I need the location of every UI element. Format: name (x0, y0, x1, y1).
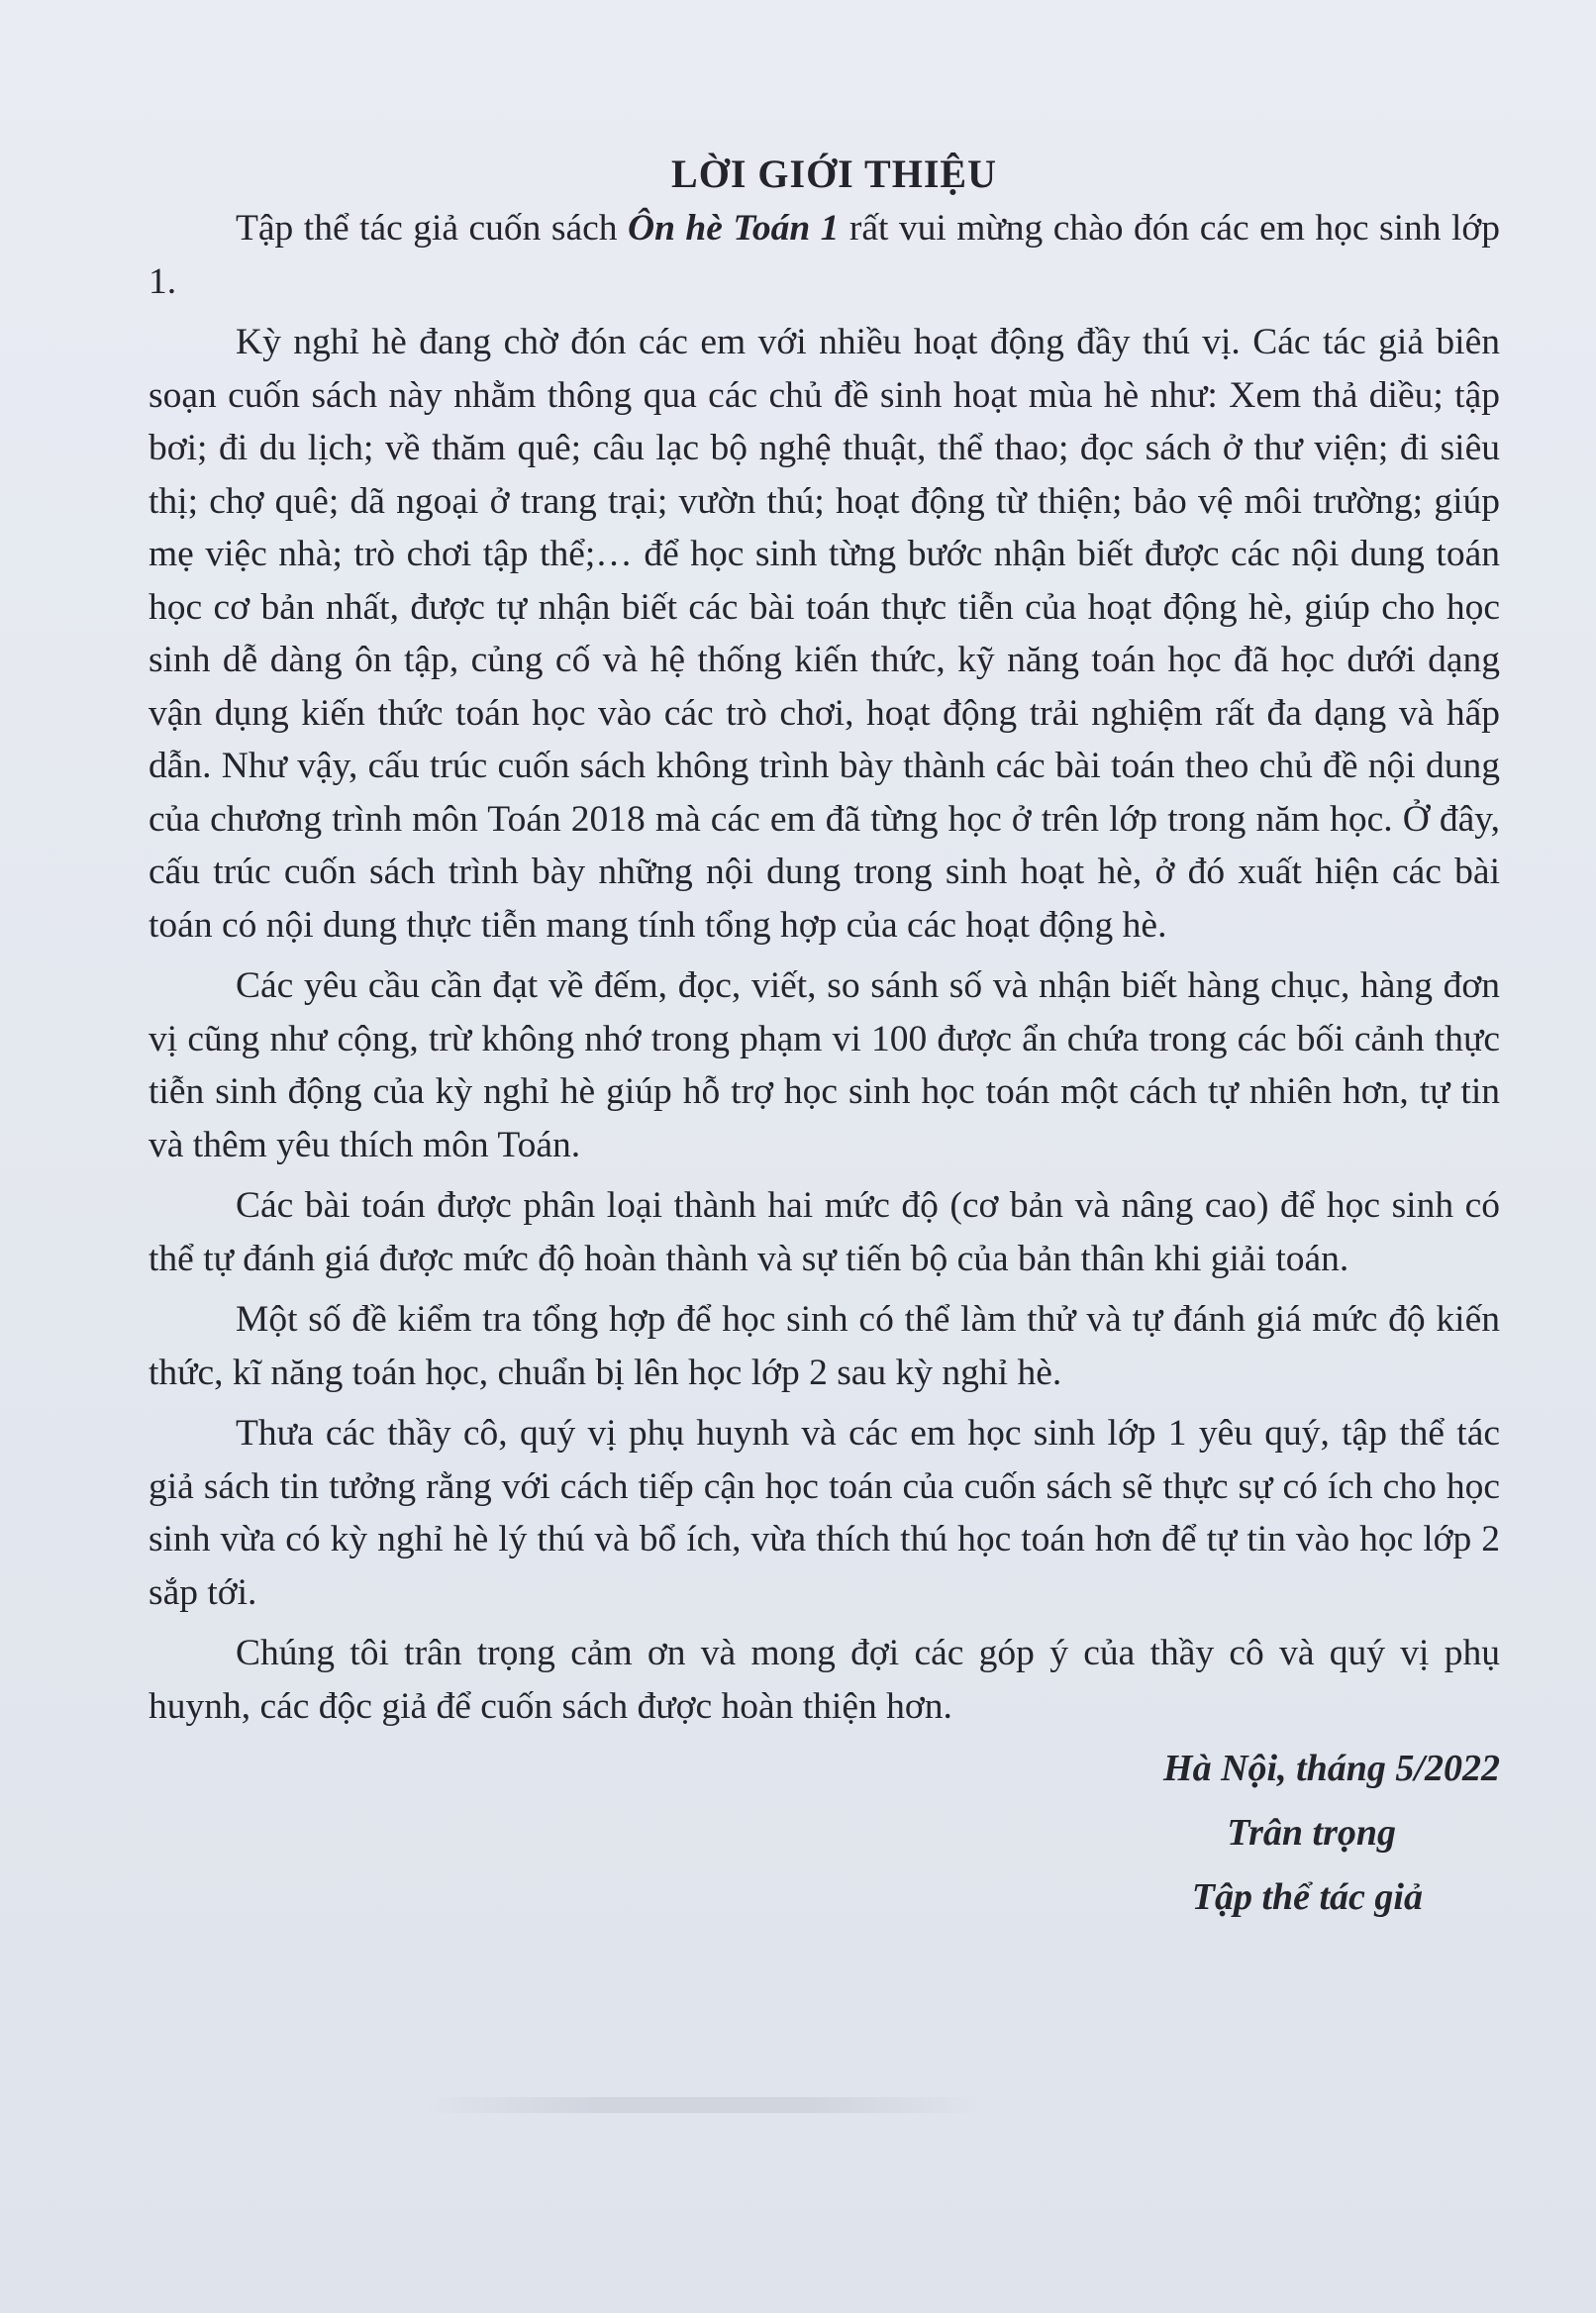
intro-text-before: Tập thể tác giả cuốn sách (236, 208, 628, 249)
signature-place-date: Hà Nội, tháng 5/2022 (1163, 1748, 1500, 1789)
intro-paragraph (149, 202, 1500, 308)
page-title: LỜI GIỚI THIỆU (671, 151, 997, 196)
signature-regards: Trân trọng (1227, 1812, 1396, 1854)
paragraph-tests: Một số đề kiểm tra tổng hợp để học sinh có thể làm thử và tự đánh giá mức độ kiến thức, kĩ năng toán học, chuẩn bị lên học lớp 2 sau kỳ nghỉ hè. (149, 1299, 1500, 1393)
book-title: Ôn hè Toán 1 (627, 208, 840, 249)
paragraph-requirements: Các yêu cầu cần đạt về đếm, đọc, viết, so sánh số và nhận biết hàng chục, hàng đơn vị cũng như cộng, trừ không nhớ trong phạm vi 100 được ẩn chứa trong các bối cảnh thực tiễn sinh động của kỳ nghỉ hè giúp hỗ trợ học sinh học toán một cách tự nhiên hơn, tự tin và thêm yêu thích môn Toán. (149, 965, 1500, 1165)
bleed-through-shadow (426, 2097, 980, 2113)
paragraph-address: Thưa các thầy cô, quý vị phụ huynh và các em học sinh lớp 1 yêu quý, tập thể tác giả sách tin tưởng rằng với cách tiếp cận học toán của cuốn sách sẽ thực sự có ích cho học sinh vừa có kỳ nghỉ hè lý thú và bổ ích, vừa thích thú học toán hơn để tự tin vào học lớp 2 sắp tới. (149, 1413, 1500, 1613)
signature-block (149, 1737, 1500, 1930)
intro-text-after: rất vui mừng chào đón các em học sinh lớp 1. (149, 208, 1500, 302)
paragraph-levels: Các bài toán được phân loại thành hai mức độ (cơ bản và nâng cao) để học sinh có thể tự đánh giá được mức độ hoàn thành và sự tiến bộ của bản thân khi giải toán. (149, 1185, 1500, 1279)
document-page (149, 149, 1500, 2129)
paragraph-activities: Kỳ nghỉ hè đang chờ đón các em với nhiều hoạt động đầy thú vị. Các tác giả biên soạn cuốn sách này nhằm thông qua các chủ đề sinh hoạt mùa hè như: Xem thả diều; tập bơi; đi du lịch; về thăm quê; câu lạc bộ nghệ thuật, thể thao; đọc sách ở thư viện; đi siêu thị; chợ quê; dã ngoại ở trang trại; vườn thú; hoạt động từ thiện; bảo vệ môi trường; giúp mẹ việc nhà; trò chơi tập thể;… để học sinh từng bước nhận biết được các nội dung toán học cơ bản nhất, được tự nhận biết các bài toán thực tiễn của hoạt động hè, giúp cho học sinh dễ dàng ôn tập, củng cố và hệ thống kiến thức, kỹ năng toán học đã học dưới dạng vận dụng kiến thức toán học vào các trò chơi, hoạt động trải nghiệm rất đa dạng và hấp dẫn. Như vậy, cấu trúc cuốn sách không trình bày thành các bài toán theo chủ đề nội dung của chương trình môn Toán 2018 mà các em đã từng học ở trên lớp trong năm học. Ở đây, cấu trúc cuốn sách trình bày những nội dung trong sinh hoạt hè, ở đó xuất hiện các bài toán có nội dung thực tiễn mang tính tổng hợp của các hoạt động hè. (149, 322, 1500, 946)
paragraph-thanks: Chúng tôi trân trọng cảm ơn và mong đợi các góp ý của thầy cô và quý vị phụ huynh, các độc giả để cuốn sách được hoàn thiện hơn. (149, 1633, 1500, 1727)
signature-author: Tập thể tác giả (1191, 1876, 1423, 1918)
